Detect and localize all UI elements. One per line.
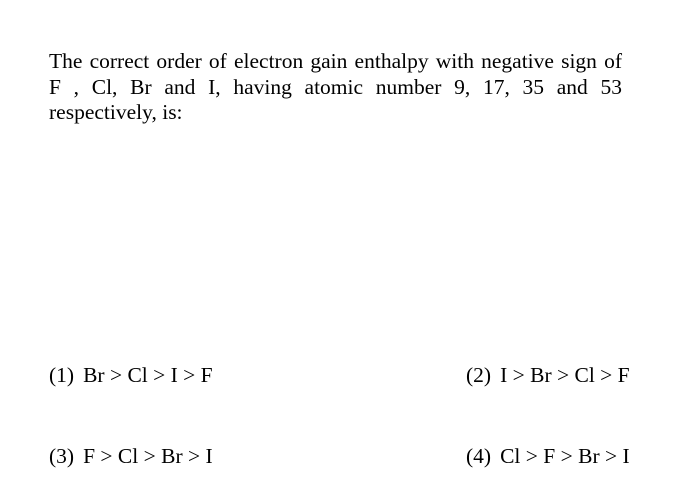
option-1-number: (1) [49, 363, 75, 387]
option-2-text: I > Br > Cl > F [500, 363, 630, 387]
question-line-2: F , Cl, Br and I, having atomic number 9, 17, 35 and 53 [49, 74, 622, 99]
option-4-text: Cl > F > Br > I [500, 444, 630, 468]
option-1[interactable] [49, 362, 213, 388]
option-4-number: (4) [466, 444, 492, 468]
option-3-number: (3) [49, 444, 75, 468]
option-3-text: F > Cl > Br > I [83, 444, 213, 468]
question-text [49, 49, 622, 126]
option-4[interactable] [466, 443, 630, 469]
question-line-3: respectively, is: [49, 100, 183, 124]
option-1-text: Br > Cl > I > F [83, 363, 213, 387]
option-3[interactable] [49, 443, 213, 469]
option-2-number: (2) [466, 363, 492, 387]
option-2[interactable] [466, 362, 630, 388]
question-line-1: The correct order of electron gain enthalpy with negative sign of [49, 49, 622, 73]
